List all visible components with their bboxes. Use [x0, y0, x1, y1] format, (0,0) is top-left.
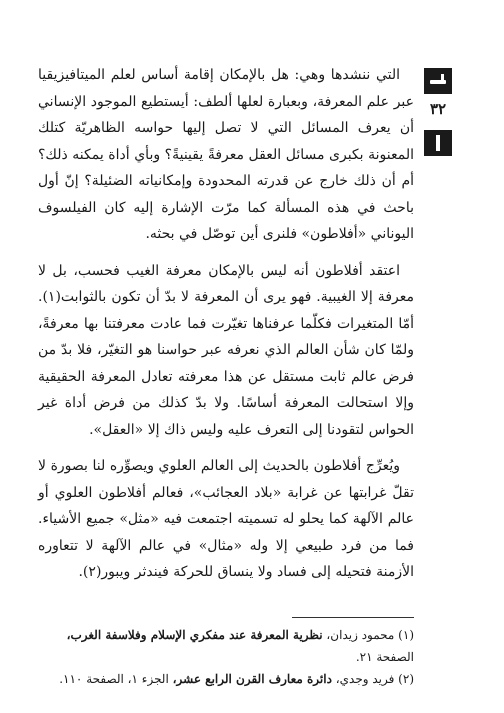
paragraph-3: ويُعرِّج أفلاطون بالحديث إلى العالم العلوي ويصوِّره لنا بصورة لا تقلّ غرابتها عن غرابة «بلاد العجائب»، فعالم أفلاطون العلوي أو عالم الآلهة كما يحلو له تسميته اجتمعت فيه «مثل» جميع الأشياء. فما من فرد طبيعي إلا وله «مثال» في عالم الآلهة لا تتعاوره الأزمنة فتحيله إلى فساد ولا ينساق للحركة فيندثر ويبور(٢). — [38, 458, 414, 580]
section-thumb-tab — [424, 130, 452, 156]
page-number: ٣٢ — [429, 100, 447, 118]
chapter-mark-icon — [430, 80, 446, 84]
section-mark-icon — [436, 135, 440, 151]
paragraph-1: التي ننشدها وهي: هل بالإمكان إقامة أساس لعلم الميتافيزيقيا عبر علم المعرفة، وبعبارة لعلها ألطف: أيستطيع الموجود الإنساني أن يعرف المسائل التي لا تصل إليها حواسه الظاهريّة كتلك المعنونة بكبرى مسائل العقل معرفةً يقينيةً؟ وبأي أداة يمكنه ذلك؟ أم أن ذلك خارج عن قدرته المحدودة وإمكانياته الضئيلة؟ إنّ أول باحث في هذه المسألة كما مرّت الإشارة إليه كان الفيلسوف اليوناني «أفلاطون» فلنرى أين توصّل في بحثه. — [38, 67, 414, 242]
footnote-marker: (١) — [398, 628, 414, 642]
footnote-divider — [292, 617, 414, 618]
footnote-title: دائرة معارف القرن الرابع عشر، — [172, 672, 332, 686]
body-text — [38, 62, 414, 596]
chapter-thumb-tab — [424, 68, 452, 94]
footnote-author: فريد وجدي، — [335, 672, 395, 686]
footnote-2 — [38, 668, 414, 690]
footnote-title: نظرية المعرفة عند مفكري الإسلام وفلاسفة الغرب، — [66, 628, 323, 642]
footnote-rest: الصفحة ٢١. — [355, 650, 414, 664]
paragraph-2: اعتقد أفلاطون أنه ليس بالإمكان معرفة الغيب فحسب، بل لا معرفة إلا الغيبية. فهو يرى أن المعرفة لا بدّ أن تكون بالثوابت(١). أمّا المتغيرات فكلّما عرفناها تغيّرت فما عادت معرفتنا بها معرفةً، ولمّا كان شأن العالم الذي نعرفه عبر حواسنا هو التغيّر، فلا بدّ من فرض عالم ثابت مستقل عن هذا معرفته تعادل المعرفة الحقيقية وإلا استحالت المعرفة أساسًا. ولا بدّ كذلك من فرض أداة غير الحواس لتقودنا إلى التعرف عليه وليس ذاك إلا «العقل». — [38, 262, 414, 438]
footnote-rest: الجزء ١، الصفحة ١١٠. — [59, 672, 169, 686]
footnotes — [38, 624, 414, 690]
footnote-marker: (٢) — [398, 672, 414, 686]
footnote-1 — [38, 624, 414, 668]
footnote-author: محمود زيدان، — [326, 628, 395, 642]
chapter-mark-dot — [441, 74, 444, 80]
